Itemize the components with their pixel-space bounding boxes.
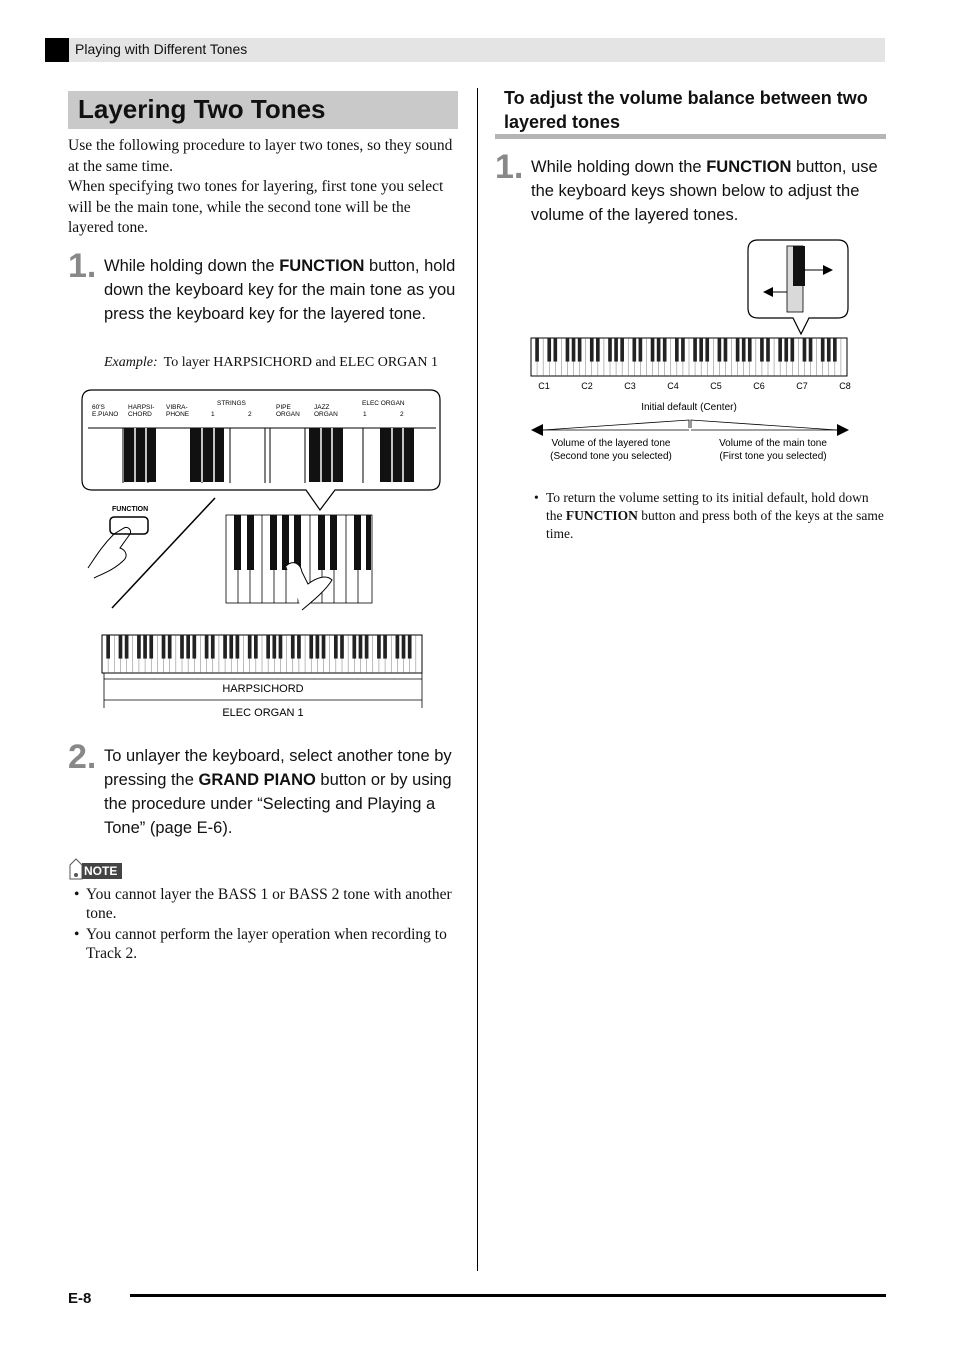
function-button-label: FUNCTION xyxy=(706,158,792,176)
key-label: C2 xyxy=(581,381,593,391)
tone-label: 1 xyxy=(363,411,367,418)
black-key xyxy=(106,635,110,659)
black-key xyxy=(803,338,807,362)
black-key xyxy=(297,635,301,659)
tone-label: PIPE xyxy=(276,404,291,411)
black-key xyxy=(553,338,557,362)
black-key xyxy=(377,635,381,659)
key-label: C1 xyxy=(538,381,550,391)
black-key xyxy=(334,635,338,659)
black-key xyxy=(291,635,295,659)
caption-left: Volume of the layered tone xyxy=(551,438,671,449)
black-key xyxy=(408,635,412,659)
black-key xyxy=(639,338,643,362)
black-key xyxy=(402,635,406,659)
tone-label: ORGAN xyxy=(276,411,300,418)
black-key xyxy=(137,635,141,659)
black-key xyxy=(248,635,252,659)
black-key xyxy=(596,338,600,362)
range-label: HARPSICHORD xyxy=(222,683,304,695)
black-key xyxy=(699,338,703,362)
intro-text xyxy=(68,136,460,239)
black-key xyxy=(651,338,655,362)
tone-label: E.PIANO xyxy=(92,411,119,418)
tone-label: CHORD xyxy=(128,411,152,418)
black-key xyxy=(322,635,326,659)
key-label: C6 xyxy=(753,381,765,391)
black-key xyxy=(742,338,746,362)
black-key xyxy=(266,635,270,659)
key-label: C7 xyxy=(796,381,808,391)
right-note xyxy=(532,489,884,545)
black-key xyxy=(632,338,636,362)
example-line xyxy=(104,355,438,371)
black-key xyxy=(681,338,685,362)
step-text-part: button, hold down the keyboard key for the main tone as you press the keyboard key for the layered tone. xyxy=(104,257,456,323)
black-key xyxy=(279,635,283,659)
right-arrow-icon xyxy=(837,424,849,436)
black-key xyxy=(578,338,582,362)
tone-label: ORGAN xyxy=(314,411,338,418)
black-key xyxy=(192,635,196,659)
step-number: 2. xyxy=(68,738,97,776)
black-key xyxy=(566,338,570,362)
note-text-part: To return the volume setting to its initial default, hold down the xyxy=(546,490,869,523)
tone-label: PHONE xyxy=(166,411,190,418)
function-button-label: FUNCTION xyxy=(565,508,638,523)
black-key xyxy=(272,635,276,659)
list-item: • You cannot layer the BASS 1 or BASS 2 tone with another tone. xyxy=(72,885,452,923)
black-key xyxy=(229,635,233,659)
subsection-heading: To adjust the volume balance between two layered tones xyxy=(504,88,868,132)
header-marker xyxy=(45,38,69,62)
black-key xyxy=(724,338,728,362)
step-text xyxy=(104,254,464,326)
black-key xyxy=(657,338,661,362)
footer-rule xyxy=(130,1294,886,1297)
key-label: C5 xyxy=(710,381,722,391)
note-badge: NOTE xyxy=(84,864,118,878)
black-key xyxy=(705,338,709,362)
grand-piano-button-label: GRAND PIANO xyxy=(198,771,316,789)
right-range-wedge xyxy=(691,420,837,430)
black-key xyxy=(718,338,722,362)
step-number: 1. xyxy=(495,148,524,186)
black-key xyxy=(180,635,184,659)
black-key xyxy=(821,338,825,362)
black-key xyxy=(143,635,147,659)
example-text: To layer HARPSICHORD and ELEC ORGAN 1 xyxy=(163,355,438,370)
black-key xyxy=(396,635,400,659)
black-key xyxy=(149,635,153,659)
intro-paragraph: When specifying two tones for layering, first tone you select will be the main tone, while the second tone will be the layered tone. xyxy=(68,178,444,236)
black-key xyxy=(383,635,387,659)
black-key xyxy=(766,338,770,362)
key-label: C8 xyxy=(839,381,851,391)
black-key xyxy=(352,635,356,659)
black-key xyxy=(119,635,123,659)
black-key xyxy=(693,338,697,362)
black-key xyxy=(675,338,679,362)
tone-label: HARPSI- xyxy=(128,404,155,411)
section-title: Playing with Different Tones xyxy=(75,41,248,57)
intro-paragraph: Use the following procedure to layer two tones, so they sound at the same time. xyxy=(68,137,453,175)
tone-label: 2 xyxy=(400,411,404,418)
black-key xyxy=(736,338,740,362)
step-text-part: While holding down the xyxy=(104,257,280,275)
black-key xyxy=(608,338,612,362)
key-label: C4 xyxy=(667,381,679,391)
black-key xyxy=(125,635,129,659)
black-key xyxy=(809,338,813,362)
black-key xyxy=(535,338,539,362)
black-key xyxy=(748,338,752,362)
step-text-part: button, use the keyboard keys shown below to adjust the volume of the layered tones. xyxy=(531,158,878,224)
step-text-part: To unlayer the keyboard, select another tone by pressing the xyxy=(104,747,452,789)
black-key xyxy=(590,338,594,362)
black-key xyxy=(547,338,551,362)
step-number: 1. xyxy=(68,247,97,285)
tone-label: STRINGS xyxy=(217,400,246,407)
black-key xyxy=(572,338,576,362)
page-number: E-8 xyxy=(68,1290,92,1307)
black-key xyxy=(359,635,363,659)
function-button-label: FUNCTION xyxy=(279,257,365,275)
black-key xyxy=(340,635,344,659)
black-key xyxy=(793,246,805,286)
tone-label: 2 xyxy=(248,411,252,418)
black-key xyxy=(168,635,172,659)
black-key xyxy=(620,338,624,362)
note-text-part: button and press both of the keys at the same time. xyxy=(546,508,884,541)
page-title: Layering Two Tones xyxy=(78,94,326,124)
black-key xyxy=(309,635,313,659)
hand-icon xyxy=(88,527,131,578)
black-key xyxy=(760,338,764,362)
key-label: C3 xyxy=(624,381,636,391)
caption-right: (First tone you selected) xyxy=(719,451,827,462)
volume-diagram xyxy=(525,238,885,470)
left-arrow-icon xyxy=(531,424,543,436)
range-label: ELEC ORGAN 1 xyxy=(222,707,304,719)
heading-rule xyxy=(495,134,886,139)
function-label: FUNCTION xyxy=(112,506,149,513)
black-key xyxy=(365,635,369,659)
black-key xyxy=(205,635,209,659)
black-key xyxy=(211,635,215,659)
black-key xyxy=(614,338,618,362)
tone-label: ELEC ORGAN xyxy=(362,400,405,407)
black-key xyxy=(833,338,837,362)
note-list xyxy=(72,885,452,965)
black-key xyxy=(784,338,788,362)
list-item xyxy=(532,489,884,543)
example-label: Example: xyxy=(104,355,158,370)
step-text xyxy=(531,155,886,227)
black-key xyxy=(186,635,190,659)
caption-right: Volume of the main tone xyxy=(719,438,827,449)
tone-label: JAZZ xyxy=(314,404,330,411)
step-text-part: While holding down the xyxy=(531,158,707,176)
default-label: Initial default (Center) xyxy=(641,402,737,413)
left-range-wedge xyxy=(543,420,689,430)
black-key xyxy=(790,338,794,362)
caption-left: (Second tone you selected) xyxy=(550,451,672,462)
connector-line xyxy=(112,498,215,608)
tone-label: VIBRA- xyxy=(166,404,188,411)
layer-diagram xyxy=(80,388,445,723)
tone-label: 1 xyxy=(211,411,215,418)
column-divider xyxy=(477,88,478,1271)
black-key xyxy=(236,635,240,659)
black-key xyxy=(827,338,831,362)
black-key xyxy=(254,635,258,659)
black-key xyxy=(663,338,667,362)
step-text xyxy=(104,744,464,840)
black-key xyxy=(778,338,782,362)
tone-label: 60'S xyxy=(92,404,105,411)
function-button xyxy=(110,517,148,534)
black-key xyxy=(223,635,227,659)
black-key xyxy=(316,635,320,659)
step-text-part: button or by using the procedure under “Selecting and Playing a Tone” (page E-6). xyxy=(104,771,452,837)
list-item: • You cannot perform the layer operation when recording to Track 2. xyxy=(72,925,452,963)
black-key xyxy=(162,635,166,659)
